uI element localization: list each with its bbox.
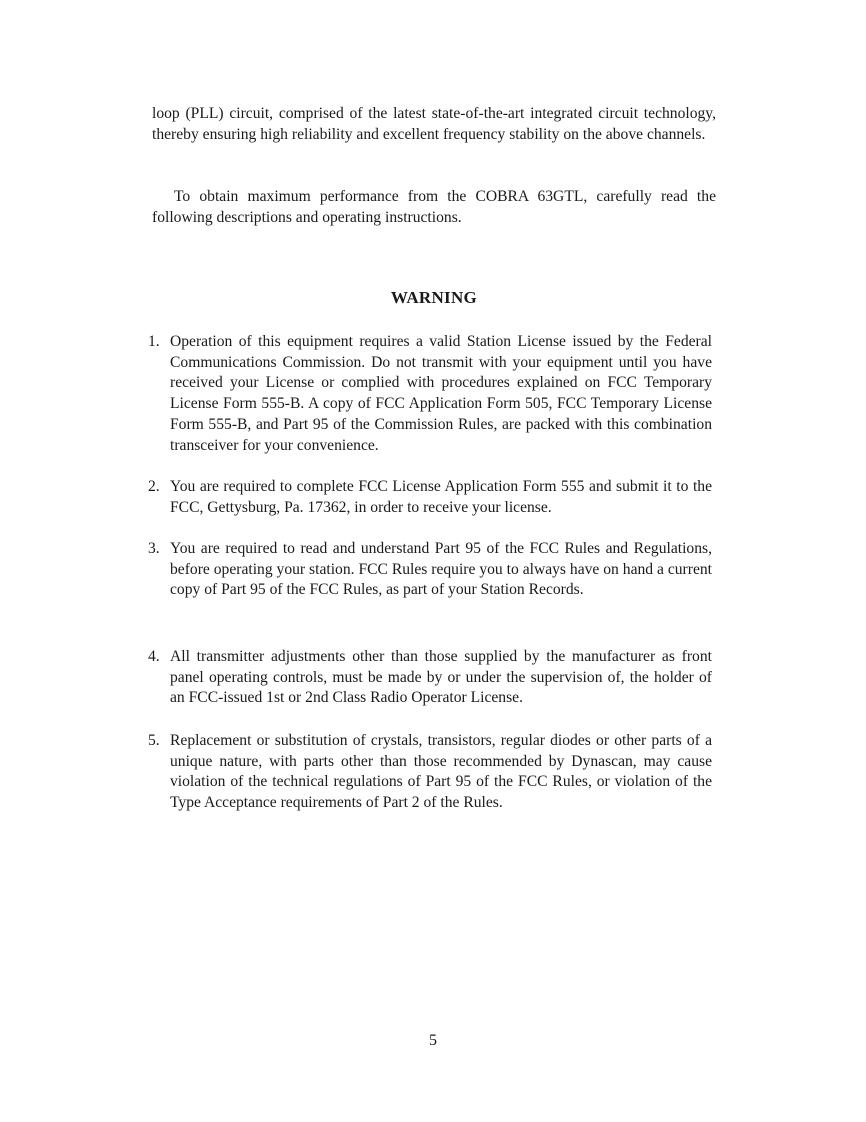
warning-item-text: All transmitter adjustments other than those supplied by the manufacturer as front panel operating controls, must be made by or under the supervision of, the holder of an FCC-issued 1st or 2nd Class Radio Operator License.: [170, 648, 712, 707]
warning-item-text: Operation of this equipment requires a valid Station License issued by the Federal Communications Commission. Do not transmit with your equipment until you have received your License or complied with procedures explained on FCC Temporary License Form 555-B. A copy of FCC Application Form 505, FCC Temporary License Form 555-B, and Part 95 of the Commission Rules, are packed with this combination transceiver for your convenience.: [170, 333, 712, 454]
warning-item-number: 4.: [148, 648, 160, 665]
warning-item-2: [148, 477, 712, 518]
warning-item-3: [148, 539, 712, 601]
warning-item-text: You are required to complete FCC License Application Form 555 and submit it to the FCC, Gettysburg, Pa. 17362, in order to receive your license.: [170, 478, 712, 516]
warning-item-number: 3.: [148, 540, 160, 557]
warning-item-1: [148, 332, 712, 456]
warning-heading: WARNING: [390, 288, 478, 307]
warning-item-4: [148, 647, 712, 709]
warning-item-number: 5.: [148, 732, 160, 749]
page-number: 5: [429, 1032, 437, 1049]
warning-item-text: Replacement or substitution of crystals, transistors, regular diodes or other parts of a unique nature, with parts other than those recommended by Dynascan, may cause violation of the technical regulations of Part 95 of the FCC Rules, or violation of the Type Acceptance requirements of Part 2 of the Rules.: [170, 732, 712, 812]
warning-item-number: 1.: [148, 333, 160, 350]
warning-item-5: [148, 731, 712, 814]
warning-item-text: You are required to read and understand Part 95 of the FCC Rules and Regulations, before operating your station. FCC Rules require you to always have on hand a current copy of Part 95 of the FCC Rules, as part of your Station Records.: [170, 540, 712, 599]
intro-paragraph-2: To obtain maximum performance from the COBRA 63GTL, carefully read the following descriptions and operating instructions.: [152, 188, 716, 226]
intro-paragraph-1: loop (PLL) circuit, comprised of the latest state-of-the-art integrated circuit technology, thereby ensuring high reliability and excellent frequency stability on the above channels.: [152, 105, 716, 143]
warning-item-number: 2.: [148, 478, 160, 495]
